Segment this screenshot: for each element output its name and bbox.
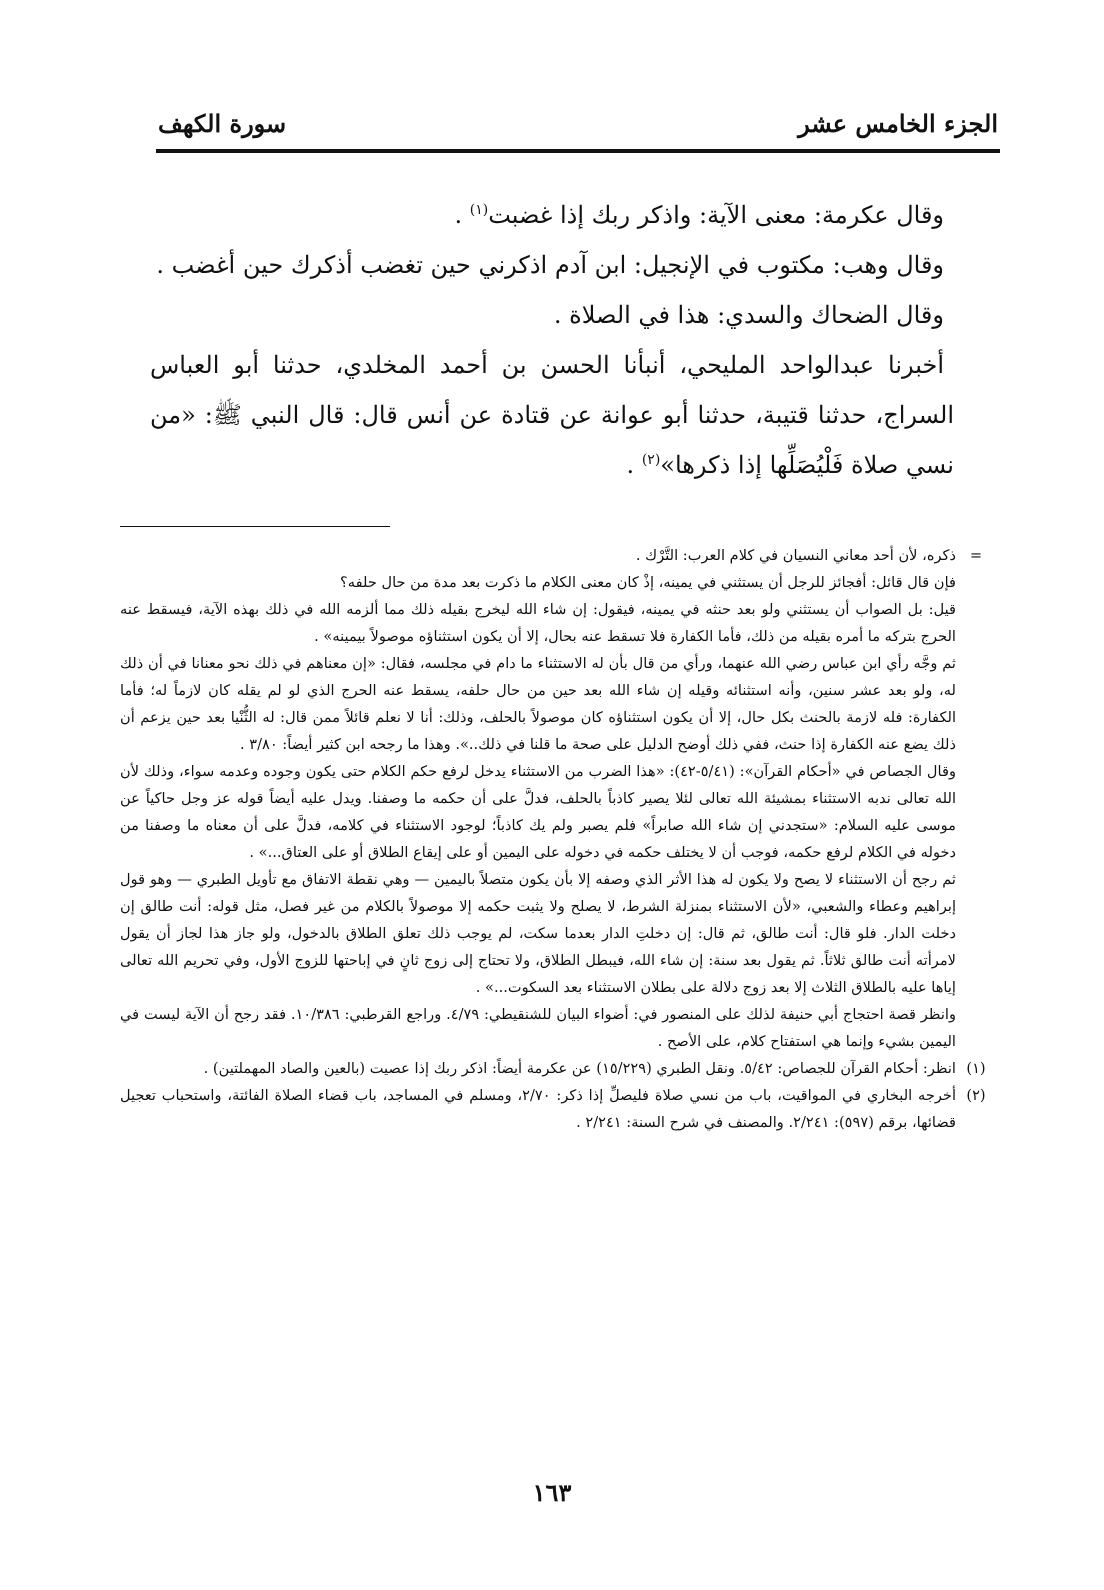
footnote-ref-2: (٢) [641,452,661,468]
paragraph-1 [150,190,954,240]
footnote-continuation [120,542,996,569]
paragraph-4-text: أخبرنا عبدالواحد المليحي، أنبأنا الحسن بن أحمد المخلدي، حدثنا أبو العباس السراج، حدثنا قتيبة، حدثنا أبو عوانة عن قتادة عن أنس قال: قال النبي ﷺ: «من نسي صلاة فَلْيُصَلِّها إذا ذكرها» [150,351,954,479]
page-number: ١٦٣ [532,1478,572,1507]
continuation-mark: = [969,547,983,564]
continuation-line-1: ذكره، لأن أحد معاني النسيان في كلام العرب: التَّرْك . [635,547,956,564]
continuation-line-5: وقال الجصاص في «أحكام القرآن»: (٥/٤١-٤٢): «هذا الضرب من الاستثناء يدخل لرفع حكم الكلام حتى يكون وجوده وعدمه سواء، وذلك لأن الله تعالى ندبه الاستثناء بمشيئة الله تعالى لئلا يصير كاذباً بالحلف، فدلَّ على أن حكمه ما وصفنا. ويدل عليه أيضاً قوله عز وجل حاكياً عن موسى عليه السلام: «ستجدني إن شاء الله صابراً» فلم يصبر ولم يك كاذباً؛ لوجود الاستثناء في كلامه، فدلَّ على أن معناه ما وصفنا من دخوله في الكلام لرفع حكمه، فوجب أن لا يختلف حكمه في دخوله على اليمين أو على إيقاع الطلاق أو على العتاق...» . [120,763,956,861]
continuation-line-4: ثم وجَّه رأي ابن عباس رضي الله عنهما، ورأي من قال بأن له الاستثناء ما دام في مجلسه، فقال: «إن معناهم في ذلك نحو معنانا في أن ذلك له، ولو بعد عشر سنين، وأنه استثنائه وقيله إن شاء الله بعد حين من حال حلفه، يسقط عنه الحرج الذي لو لم يقله كان لازماً له؛ فأما الكفارة: فله لازمة بالحنث بكل حال، إلا أن يكون استثناؤه كان موصولاً بالحلف، وذلك: أنا لا نعلم قائلاً ممن قال: له الثُّنْيا بعد حين يزعم أن ذلك يضع عنه الكفارة إذا حنث، ففي ذلك أوضح الدليل على صحة ما قلنا في ذلك..». وهذا ما رجحه ابن كثير أيضاً: ٣/٨٠ . [120,655,956,753]
part-title: الجزء الخامس عشر [798,109,998,138]
paragraph-1-text: وقال عكرمة: معنى الآية: واذكر ربك إذا غضبت [488,201,944,229]
footnote-2-mark: (٢) [966,1087,986,1104]
footnote-1-text: انظر: أحكام القرآن للجصاص: ٥/٤٢. ونقل الطبري (١٥/٢٢٩) عن عكرمة أيضاً: اذكر ربك إذا عصيت (بالعين والصاد المهملتين) . [203,1060,956,1077]
footnote-separator [120,526,390,527]
main-text [150,190,954,490]
footnote-2-text: أخرجه البخاري في المواقيت، باب من نسي صلاة فليصلِّ إذا ذكر: ٢/٧٠، ومسلم في المساجد، باب قضاء الصلاة الفائتة، واستحباب تعجيل قضائها، برقم (٥٩٧): ٢/٢٤١. والمصنف في شرح السنة: ٢/٢٤١ . [120,1087,956,1131]
paragraph-2: وقال وهب: مكتوب في الإنجيل: ابن آدم اذكرني حين تغضب أذكرك حين أغضب . [156,251,944,279]
footnotes [120,542,996,1136]
footnote-ref-1: (١) [469,202,489,218]
paragraph-4 [150,340,954,490]
header-rule [156,149,1000,153]
paragraph-3: وقال الضحاك والسدي: هذا في الصلاة . [553,301,944,329]
surah-title: سورة الكهف [158,109,287,138]
continuation-line-3: قيل: بل الصواب أن يستثني ولو بعد حنثه في يمينه، فيقول: إن شاء الله ليخرج بقيله ذلك مما ألزمه الله في ذلك بهذه الآية، فيسقط عنه الحرج بتركه ما أمره بقيله من ذلك، فأما الكفارة فلا تسقط عنه بحال، إلا أن يكون استثناؤه موصولاً بيمينه» . [120,601,956,645]
continuation-line-6: ثم رجح أن الاستثناء لا يصح ولا يكون له هذا الأثر الذي وصفه إلا بأن يكون متصلاً باليمين — وهي نقطة الاتفاق مع تأويل الطبري — وهو قول إبراهيم وعطاء والشعبي، «لأن الاستثناء بمنزلة الشرط، لا يصلح ولا يثبت حكمه إلا موصولاً بالكلام من غير فصل، مثل قوله: أنت طالق إن دخلت الدار. فلو قال: أنت طالق، ثم قال: إن دخلتِ الدار بعدما سكت، لم يوجب ذلك تعلق الطلاق بالدخول، ولو جاز هذا لجاز أن يقول لامرأته أنت طالق ثلاثاً. ثم يقول بعد سنة: إن شاء الله، فيبطل الطلاق، ولا تحتاج إلى زوج ثانٍ في إباحتها للزوج الأول، وفي تحريم الله تعالى إياها عليه بالطلاق الثلاث إلا بعد زوج دلالة على بطلان الاستثناء بعد السكوت...» . [120,871,956,996]
paragraph-4-end: . [626,451,642,479]
page-header [158,98,998,138]
paragraph-1-end: . [454,201,470,229]
continuation-line-2: فإن قال قائل: أفجائز للرجل أن يستثني في يمينه، إذْ كان معنى الكلام ما ذكرت بعد مدة من حال حلفه؟ [340,574,956,591]
continuation-line-7: وانظر قصة احتجاج أبي حنيفة لذلك على المنصور في: أضواء البيان للشنقيطي: ٤/٧٩. وراجع القرطبي: ١٠/٣٨٦. فقد رجح أن الآية ليست في اليمين بشيء وإنما هي استفتاح كلام، على الأصح . [120,1006,956,1050]
footnote-1 [120,1055,996,1082]
footnote-1-mark: (١) [966,1060,986,1077]
footnote-2 [120,1082,996,1136]
